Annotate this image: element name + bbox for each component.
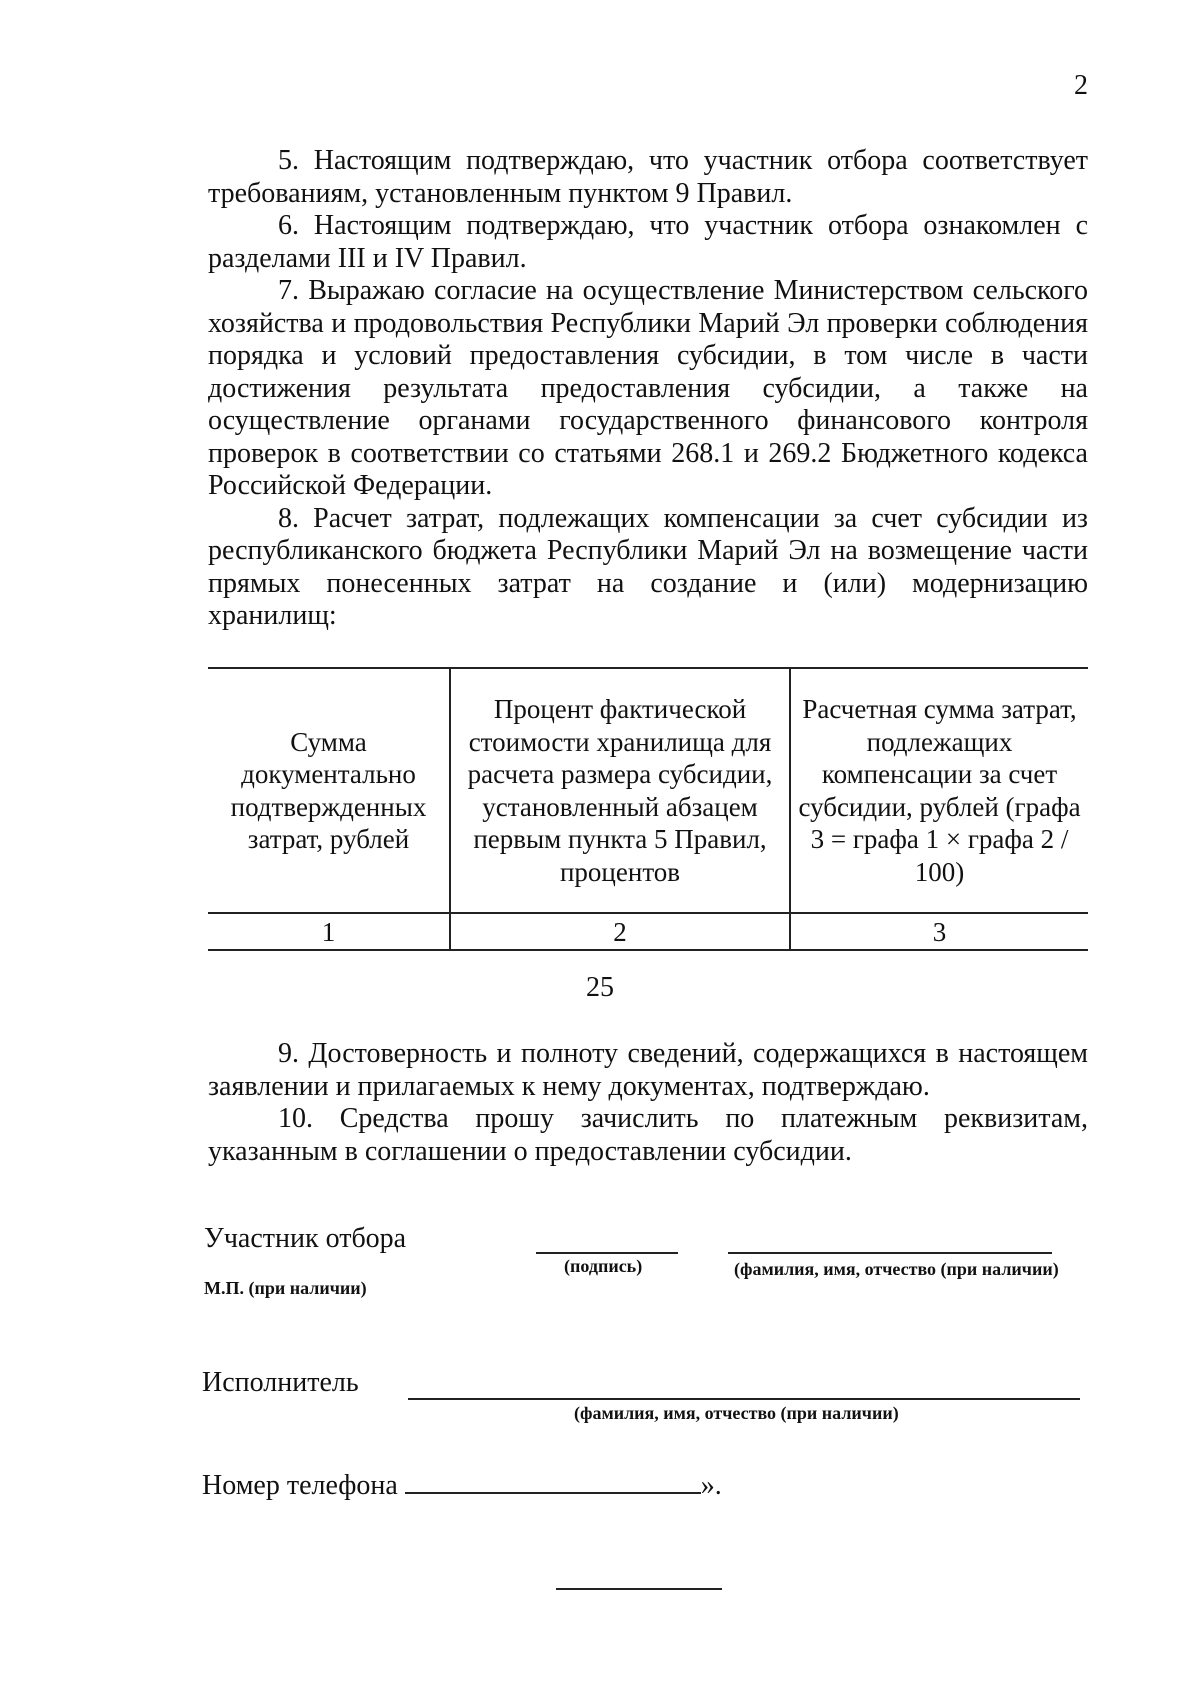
paragraph-6: 6. Настоящим подтверждаю, что участник отбора ознакомлен с разделами III и IV Правил.	[208, 210, 1088, 274]
page-number: 2	[1074, 70, 1088, 101]
signature-line	[536, 1252, 678, 1254]
stamp-label: М.П. (при наличии)	[204, 1278, 367, 1298]
table-header-row	[208, 668, 1088, 913]
paragraph-5: 5. Настоящим подтверждаю, что участник отбора соответствует требованиям, установленным пунктом 9 Правил.	[208, 145, 1088, 209]
closing-separator-line	[556, 1588, 722, 1590]
calculation-table-wrapper	[208, 667, 1088, 951]
executor-name-line	[408, 1398, 1080, 1400]
phone-suffix: ».	[700, 1470, 722, 1501]
table-row	[208, 913, 1088, 950]
header-cost-percent: Процент фактической стоимости хранилища для расчета размера субсидии, установленный абзацем первым пункта 5 Правил, процентов	[450, 668, 790, 913]
body-text-top	[208, 145, 1088, 633]
column-number-1: 1	[208, 913, 450, 950]
participant-label: Участник отбора	[204, 1223, 407, 1254]
participant-name-caption: (фамилия, имя, отчество (при наличии)	[734, 1259, 1059, 1279]
executor-caption: (фамилия, имя, отчество (при наличии)	[574, 1403, 899, 1423]
paragraph-10: 10. Средства прошу зачислить по платежным реквизитам, указанным в соглашении о предоставлении субсидии.	[208, 1103, 1088, 1167]
participant-name-line	[728, 1252, 1052, 1254]
phone-blank-line	[405, 1468, 701, 1494]
calculation-table	[208, 667, 1088, 951]
executor-label: Исполнитель	[202, 1367, 359, 1398]
column-number-2: 2	[450, 913, 790, 950]
paragraph-9: 9. Достоверность и полноту сведений, содержащихся в настоящем заявлении и прилагаемых к нему документах, подтверждаю.	[208, 1038, 1088, 1102]
phone-row	[202, 1468, 722, 1502]
header-documented-costs: Сумма документально подтвержденных затрат, рублей	[208, 668, 450, 913]
body-text-bottom	[208, 1038, 1088, 1168]
paragraph-7: 7. Выражаю согласие на осуществление Министерством сельского хозяйства и продовольствия Республики Марий Эл проверки соблюдения порядка и условий предоставления субсидии, в том числе в части достижения результата предоставления субсидии, а также на осуществление органами государственного финансового контроля проверок в соответствии со статьями 268.1 и 269.2 Бюджетного кодекса Российской Федерации.	[208, 275, 1088, 501]
after-table-value: 25	[586, 972, 614, 1003]
phone-label: Номер телефона	[202, 1470, 398, 1501]
paragraph-8: 8. Расчет затрат, подлежащих компенсации за счет субсидии из республиканского бюджета Республики Марий Эл на возмещение части прямых понесенных затрат на создание и (или) модернизацию хранилищ:	[208, 502, 1088, 631]
header-calculated-amount: Расчетная сумма затрат, подлежащих компенсации за счет субсидии, рублей (графа 3 = графа 1 × графа 2 / 100)	[790, 668, 1088, 913]
column-number-3: 3	[790, 913, 1088, 950]
signature-caption: (подпись)	[564, 1256, 643, 1276]
